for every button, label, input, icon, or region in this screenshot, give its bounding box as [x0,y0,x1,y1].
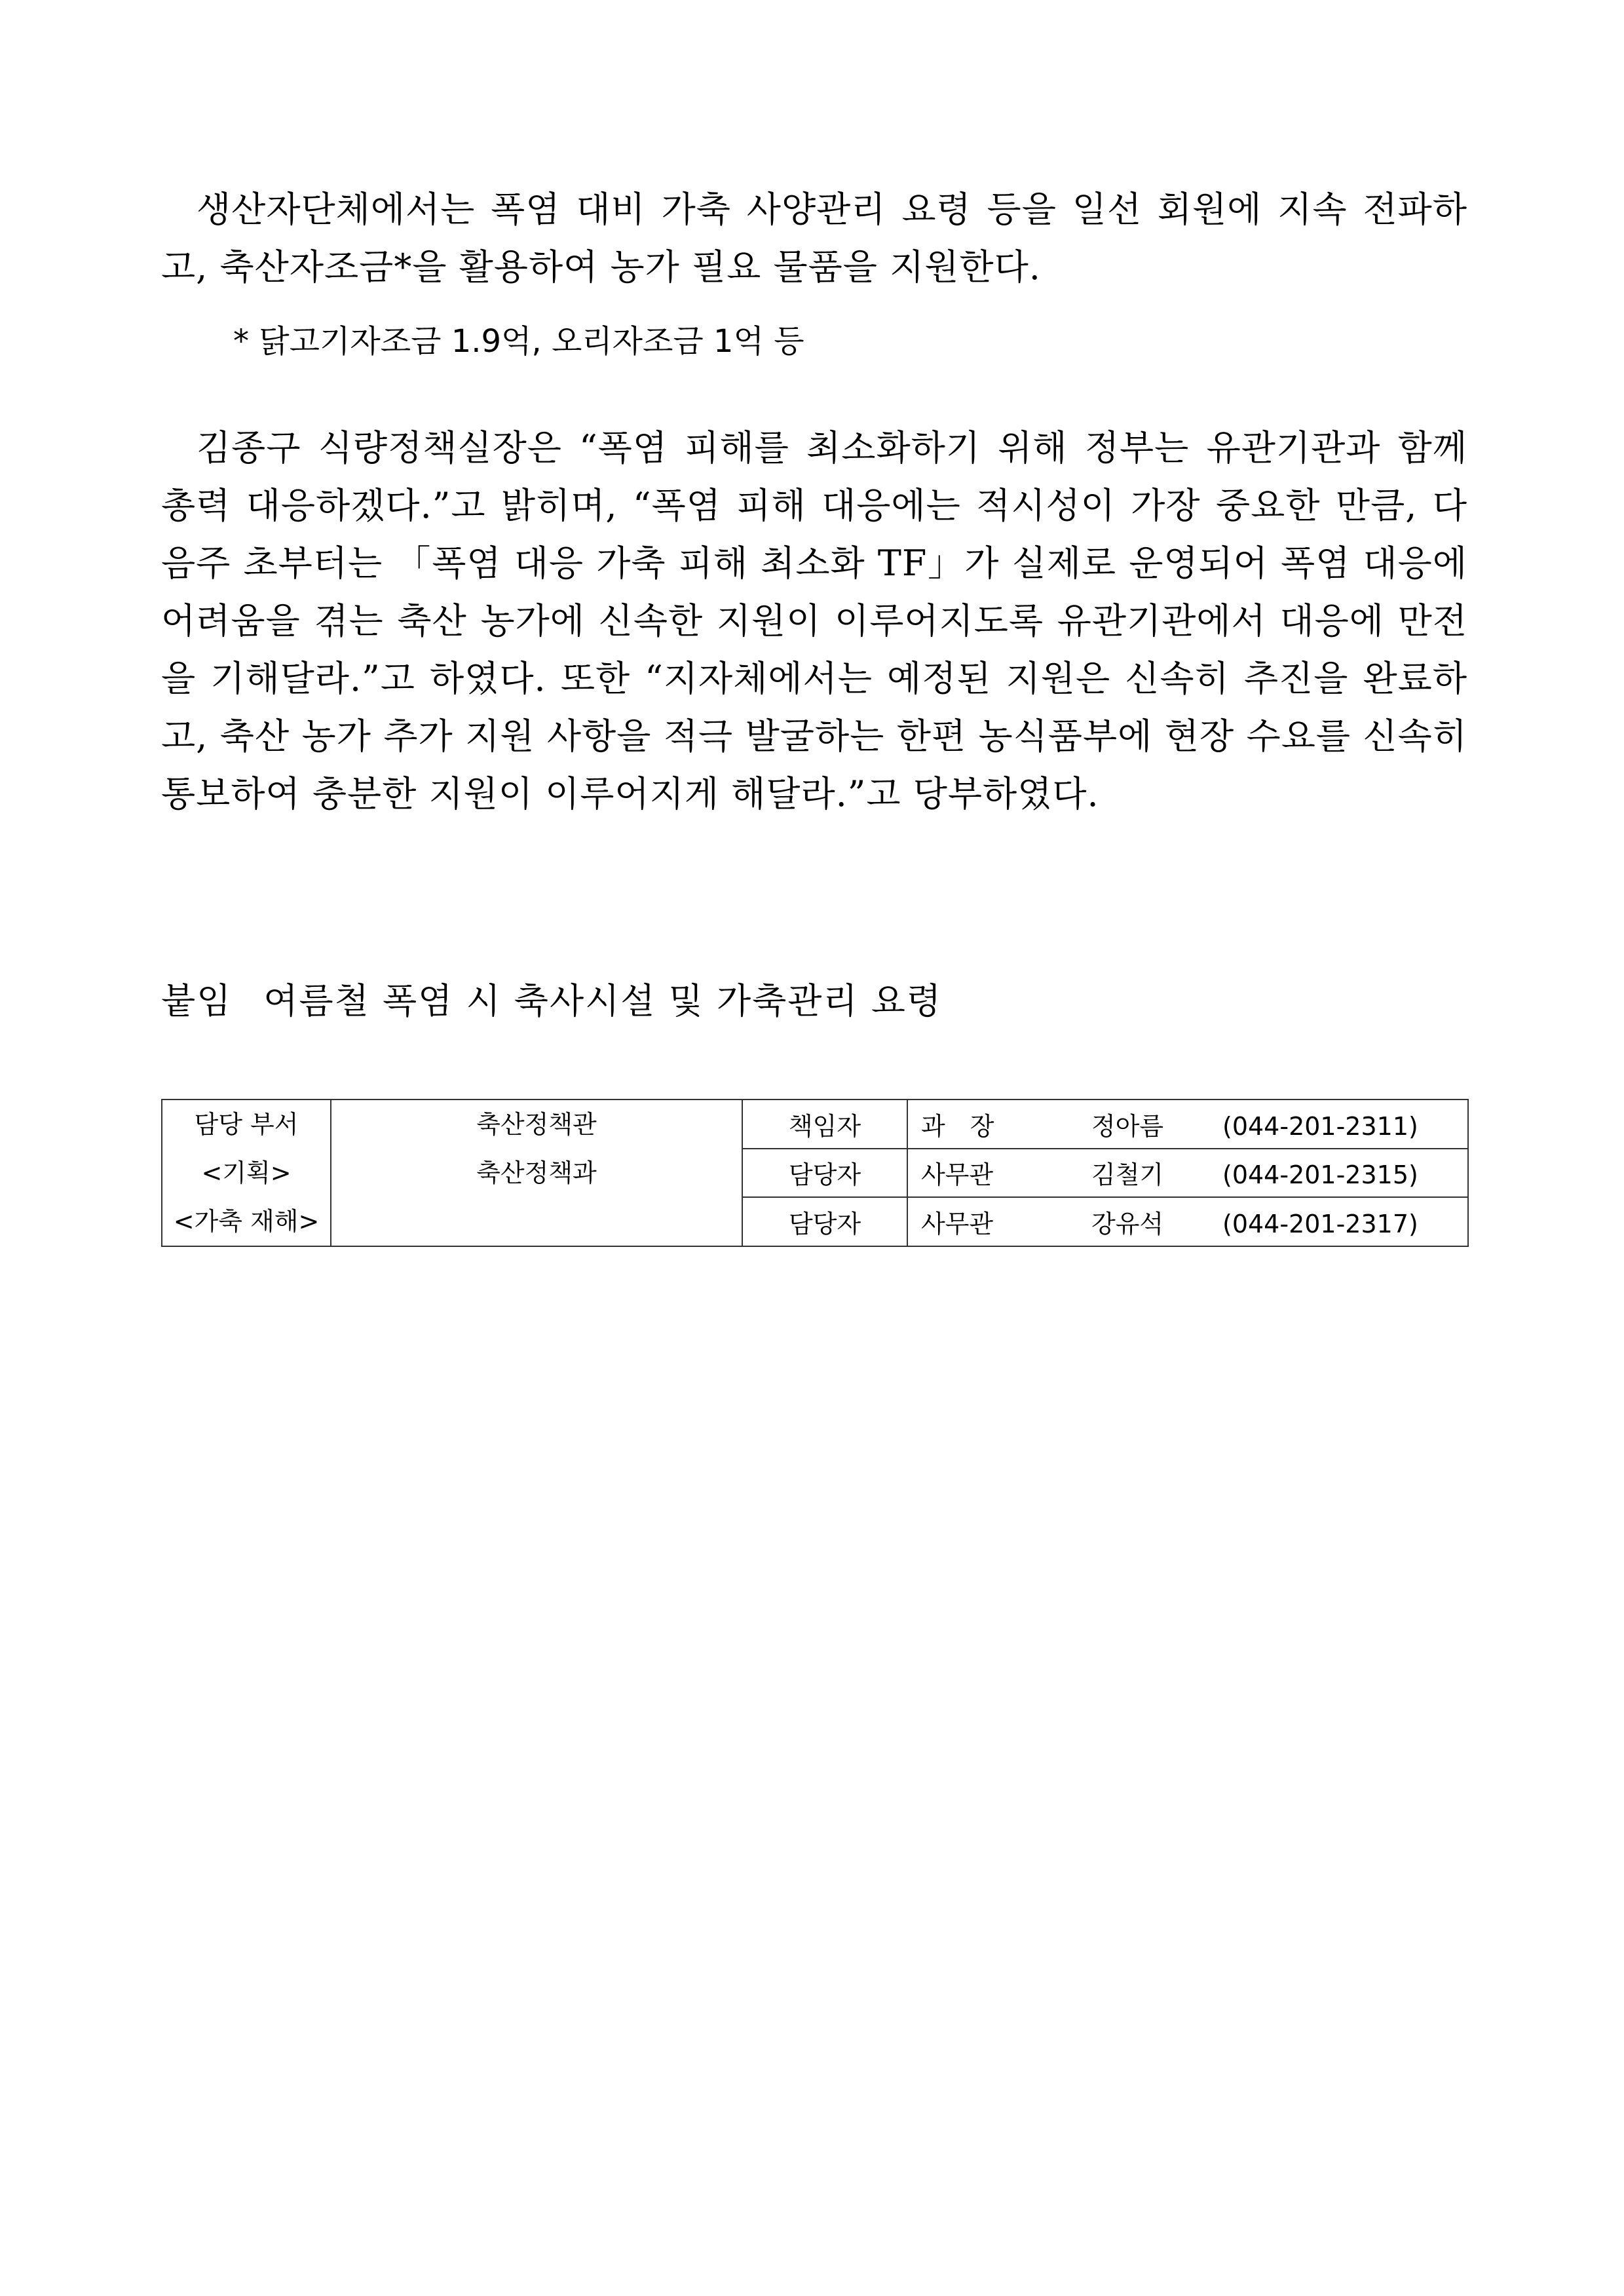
person-title: 사무관 [921,1210,994,1239]
contact-row [162,1100,1468,1149]
body-paragraph-producer-groups: 생산자단체에서는 폭염 대비 가축 사양관리 요령 등을 일선 회원에 지속 전파하고, 축산자조금*을 활용하여 농가 필요 물품을 지원한다. [161,189,1467,288]
body-paragraph-director-statement: 김종구 식량정책실장은 “폭염 피해를 최소화하기 위해 정부는 유관기관과 함께 총력 대응하겠다.”고 밝히며, “폭염 피해 대응에는 적시성이 가장 중요한 만큼, 다음주 초부터는 「폭염 대응 가축 피해 최소화 TF」가 실제로 운영되어 폭염 대응에 어려움을 겪는 축산 농가에 신속한 지원이 이루어지도록 유관기관에서 대응에 만전을 기해달라.”고 하였다. 또한 “지자체에서는 예정된 지원은 신속히 추진을 완료하고, 축산 농가 추가 지원 사항을 적극 발굴하는 한편 농식품부에 현장 수요를 신속히 통보하여 충분한 지원이 이루어지게 해달라.”고 당부하였다. [161,427,1467,814]
office-line-2: 축산정책과 [476,1158,597,1187]
office-cell [331,1100,742,1246]
attachment-label: 붙임 [161,980,233,1022]
attachment-line [161,975,942,1027]
person-name: 강유석 [1091,1210,1164,1239]
person-phone: (044-201-2317) [1222,1210,1418,1239]
person-title: 과 장 [921,1111,994,1141]
dept-sub-planning: <기획> [201,1158,292,1187]
person-phone: (044-201-2315) [1222,1160,1418,1190]
attachment-title: 여름철 폭염 시 축사시설 및 가축관리 요령 [263,980,943,1022]
dept-cell [162,1100,331,1246]
person-phone: (044-201-2311) [1222,1111,1418,1141]
role-cell: 담당자 [742,1197,907,1246]
contact-table [161,1099,1469,1247]
role-cell: 담당자 [742,1149,907,1198]
person-cell [907,1149,1468,1198]
person-title: 사무관 [921,1160,994,1190]
person-cell [907,1197,1468,1246]
office-line-1: 축산정책관 [476,1110,597,1139]
person-cell [907,1100,1468,1149]
role-cell: 책임자 [742,1100,907,1149]
person-name: 김철기 [1091,1160,1164,1190]
dept-header: 담당 부서 [194,1110,299,1139]
dept-sub-disaster: <가축 재해> [173,1207,320,1236]
person-name: 정아름 [1091,1111,1164,1141]
footnote-self-help-funds: * 닭고기자조금 1.9억, 오리자조금 1억 등 [233,323,804,360]
